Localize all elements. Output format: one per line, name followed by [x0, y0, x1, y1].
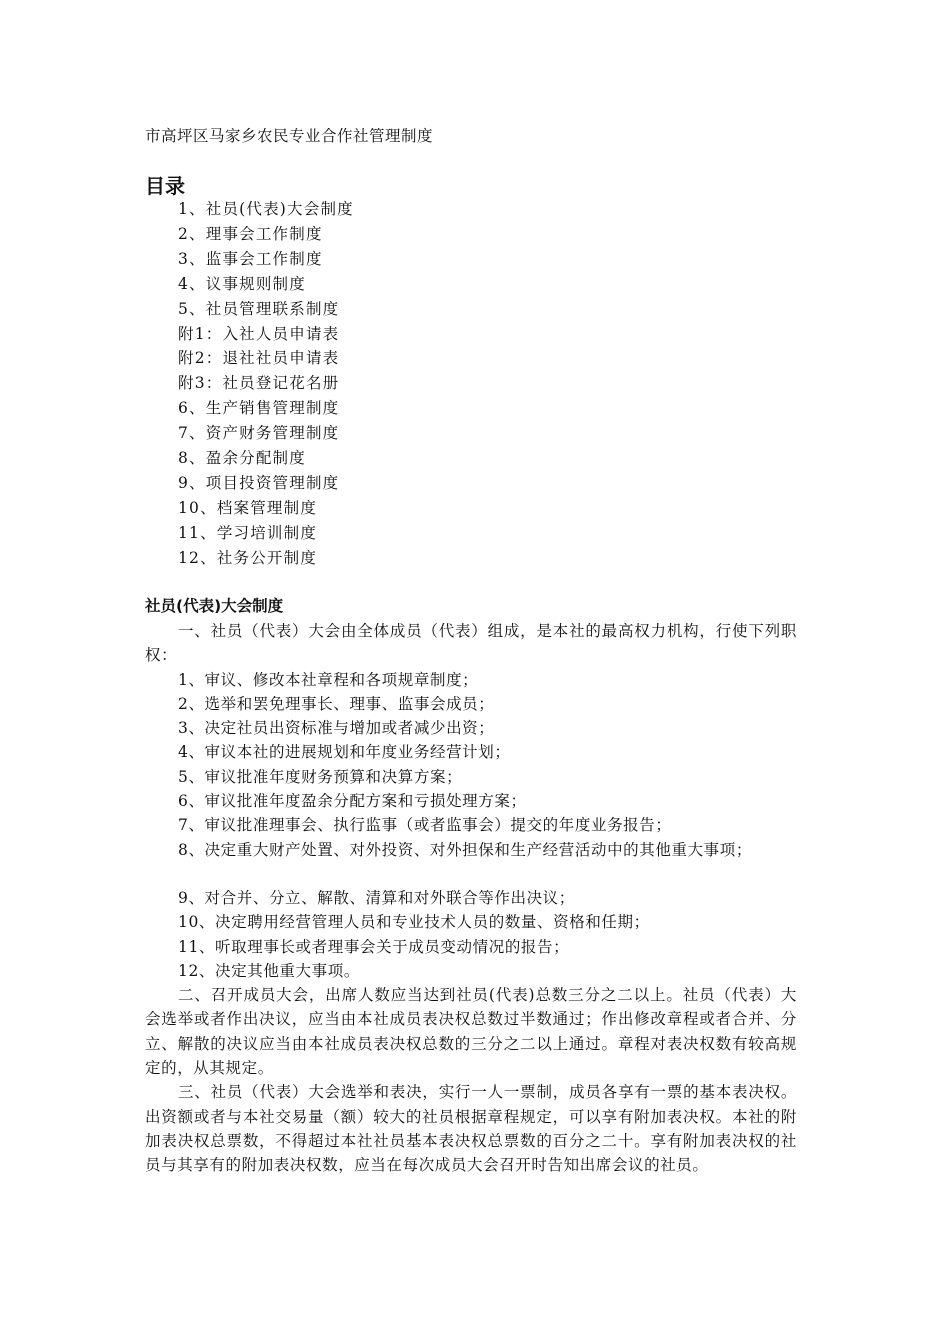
list-item: 8、决定重大财产处置、对外投资、对外担保和生产经营活动中的其他重大事项；	[178, 840, 752, 859]
list-item: 5、审议批准年度财务预算和决算方案；	[178, 767, 463, 786]
toc-item: 7、资产财务管理制度	[178, 424, 340, 443]
document-title: 市高坪区马家乡农民专业合作社管理制度	[145, 127, 434, 145]
toc-item: 4、议事规则制度	[178, 274, 306, 293]
paragraph-3: 三、社员（代表）大会选举和表决，实行一人一票制，成员各享有一票的基本表决权。出资额或者与本社交易量（额）较大的社员根据章程规定，可以享有附加表决权。本社的附加表决权总票数，不得超过本社社员基本表决权总票数的百分之二十。享有附加表决权的社员与其享有的附加表决权数，应当在每次成员大会召开时告知出席会议的社员。	[145, 1083, 797, 1175]
list-item: 7、审议批准理事会、执行监事（或者监事会）提交的年度业务报告；	[178, 816, 672, 835]
toc-item: 6、生产销售管理制度	[178, 399, 340, 418]
toc-item: 3、监事会工作制度	[178, 249, 323, 268]
list-item: 11、听取理事长或者理事会关于成员变动情况的报告；	[178, 937, 570, 956]
toc-item: 附1：入社人员申请表	[178, 324, 340, 343]
toc-item: 1、社员(代表)大会制度	[178, 200, 354, 218]
list-item: 3、决定社员出资标准与增加或者减少出资；	[178, 719, 495, 738]
toc-item: 2、理事会工作制度	[178, 224, 323, 243]
section-body	[145, 619, 797, 1178]
toc-item: 附2：退社社员申请表	[178, 349, 340, 368]
section-heading: 社员(代表)大会制度	[145, 597, 284, 615]
list-item: 4、审议本社的进展规划和年度业务经营计划；	[178, 743, 511, 762]
paragraph-1: 一、社员（代表）大会由全体成员（代表）组成，是本社的最高权力机构，行使下列职权：	[145, 622, 797, 665]
toc-item: 附3：社员登记花名册	[178, 374, 340, 393]
paragraph-2: 二、召开成员大会，出席人数应当达到社员(代表)总数三分之二以上。社员（代表）大会选举或者作出决议，应当由本社成员表决权总数过半数通过；作出修改章程或者合并、分立、解散的决议应当由本社成员表决权总数的三分之二以上通过。章程对表决权数有较高规定的，从其规定。	[145, 986, 797, 1078]
toc-item: 9、项目投资管理制度	[178, 473, 340, 492]
table-of-contents	[178, 197, 354, 571]
list-item: 1、审议、修改本社章程和各项规章制度；	[178, 670, 479, 689]
list-item: 2、选举和罢免理事长、理事、监事会成员；	[178, 694, 495, 713]
list-item: 12、决定其他重大事项。	[178, 961, 360, 980]
toc-item: 12、社务公开制度	[178, 548, 318, 567]
toc-item: 5、社员管理联系制度	[178, 299, 340, 318]
toc-item: 10、档案管理制度	[178, 498, 318, 517]
list-item: 6、审议批准年度盈余分配方案和亏损处理方案；	[178, 792, 527, 811]
toc-item: 11、学习培训制度	[178, 523, 318, 542]
list-item: 9、对合并、分立、解散、清算和对外联合等作出决议；	[178, 888, 575, 907]
toc-item: 8、盈余分配制度	[178, 449, 306, 468]
toc-heading: 目录	[145, 174, 185, 198]
list-item: 10、决定聘用经营管理人员和专业技术人员的数量、资格和任期；	[178, 913, 650, 932]
